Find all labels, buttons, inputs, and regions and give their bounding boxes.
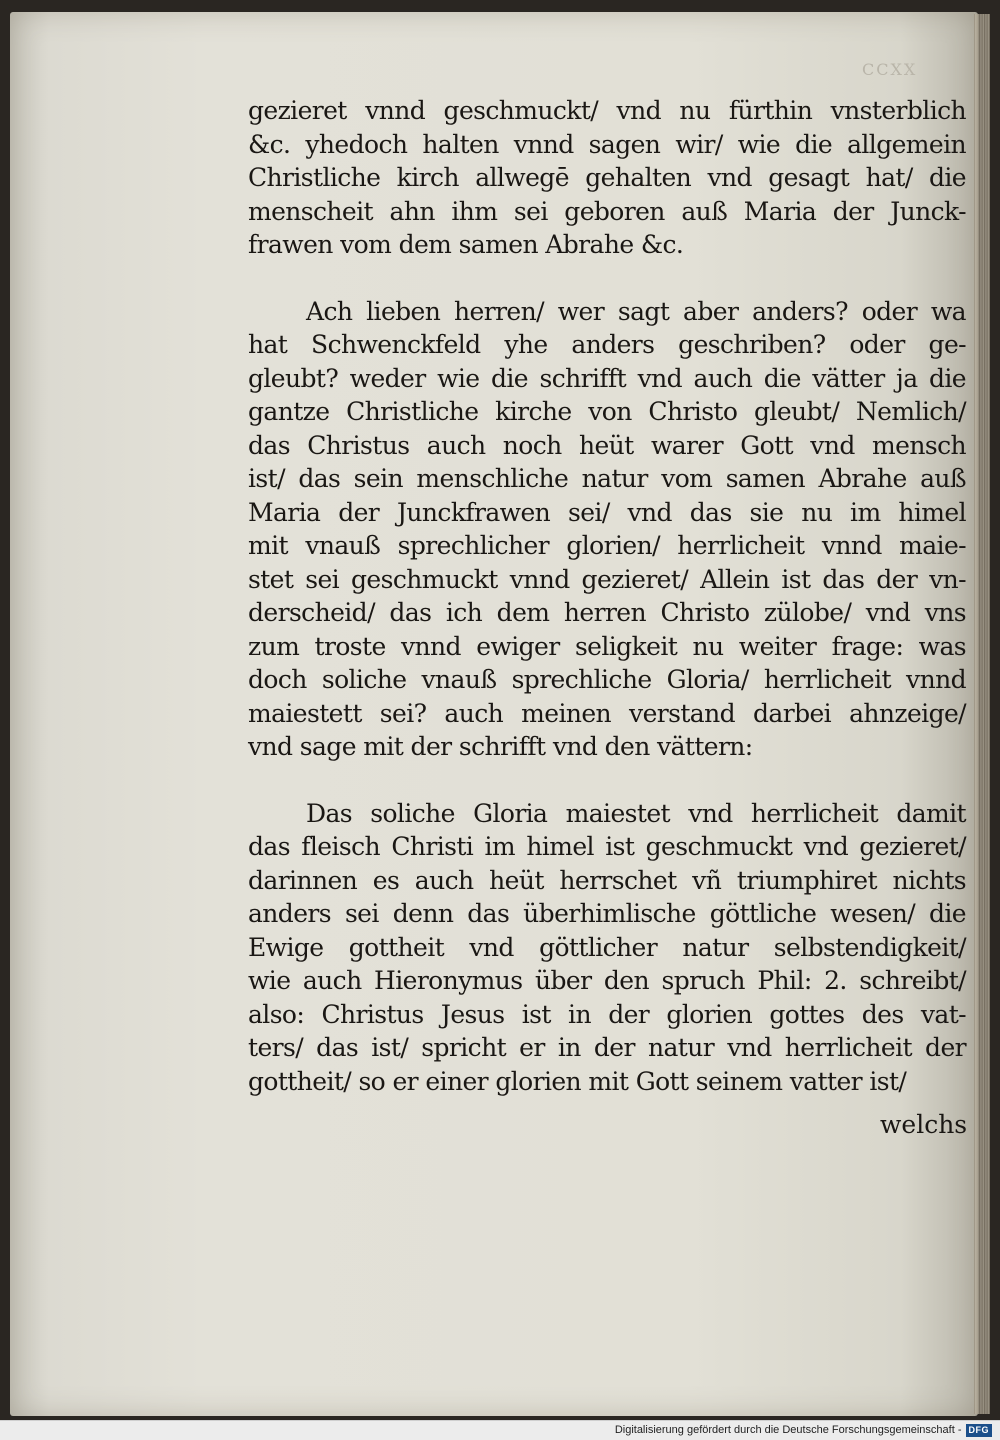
text-line: darinnen es auch heüt herrschet vñ triumphiret nichts [248,865,966,895]
text-line: Christliche kirch allwegē gehalten vnd gesagt hat/ die [248,163,966,192]
funding-credit [615,1422,992,1438]
text-line: menscheit ahn ihm sei geboren auß Maria der Junck- [248,196,966,226]
text-line: Maria der Junckfrawen sei/ vnd das sie nu im himel [248,497,966,527]
text-line: Ewige gottheit vnd göttlicher natur selbstendigkeit/ [248,932,966,962]
folio-number: CCXX [862,60,918,79]
text-line: frawen vom dem samen Abrahe &c. [248,230,684,259]
text-line: anders sei denn das überhimlische göttliche wesen/ die [248,899,966,928]
text-line: zum troste vnnd ewiger seligkeit nu weiter frage: was [248,631,966,661]
text-line: maiestett sei? auch meinen verstand darbei ahnzeige/ [248,698,966,728]
text-line: gezieret vnnd geschmuckt/ vnd nu fürthin vnsterblich [248,96,966,125]
text-line: derscheid/ das ich dem herren Christo zülobe/ vnd vns [248,598,966,627]
page-fore-edge [974,14,990,1414]
text-line: das fleisch Christi im himel ist geschmuckt vnd gezieret/ [248,832,966,861]
catchword: welchs [880,1110,968,1139]
text-line: gottheit/ so er einer glorien mit Gott seinem vatter ist/ [248,1066,907,1096]
text-line: wie auch Hieronymus über den spruch Phil: 2. schreibt/ [248,966,966,995]
text-line: ters/ das ist/ spricht er in der natur vnd herrlicheit der [248,1033,966,1062]
text-line: also: Christus Jesus ist in der glorien gottes des vat- [248,999,966,1029]
text-line: stet sei geschmuckt vnnd gezieret/ Allein ist das der vn- [248,564,966,594]
text-line: gantze Christliche kirche von Christo gleubt/ Nemlich/ [248,397,966,426]
text-line: doch soliche vnauß sprechliche Gloria/ herrlicheit vnnd [248,665,966,694]
text-line: Ach lieben herren/ wer sagt aber anders? oder wa [306,296,966,326]
paragraph-2 [248,295,966,764]
text-line: gleubt? weder wie die schrifft vnd auch die vätter ja die [248,363,966,393]
text-line: mit vnauß sprechlicher glorien/ herrlicheit vnnd maie- [248,531,966,560]
text-line: das Christus auch noch heüt warer Gott vnd mensch [248,430,966,460]
page-text [248,94,966,1098]
text-line: hat Schwenckfeld yhe anders geschriben? oder ge- [248,330,966,359]
text-line: &c. yhedoch halten vnnd sagen wir/ wie die allgemein [248,129,966,159]
dfg-logo: DFG [966,1424,993,1437]
text-line: ist/ das sein menschliche natur vom samen Abrahe auß [248,464,966,493]
paragraph-1 [248,94,966,262]
funding-credit-text: Digitalisierung gefördert durch die Deutsche Forschungsgemeinschaft - [614,1424,962,1436]
text-line: vnd sage mit der schrifft vnd den vättern: [248,732,753,761]
paragraph-3 [248,797,966,1099]
text-line: Das soliche Gloria maiestet vnd herrlicheit damit [306,798,966,828]
